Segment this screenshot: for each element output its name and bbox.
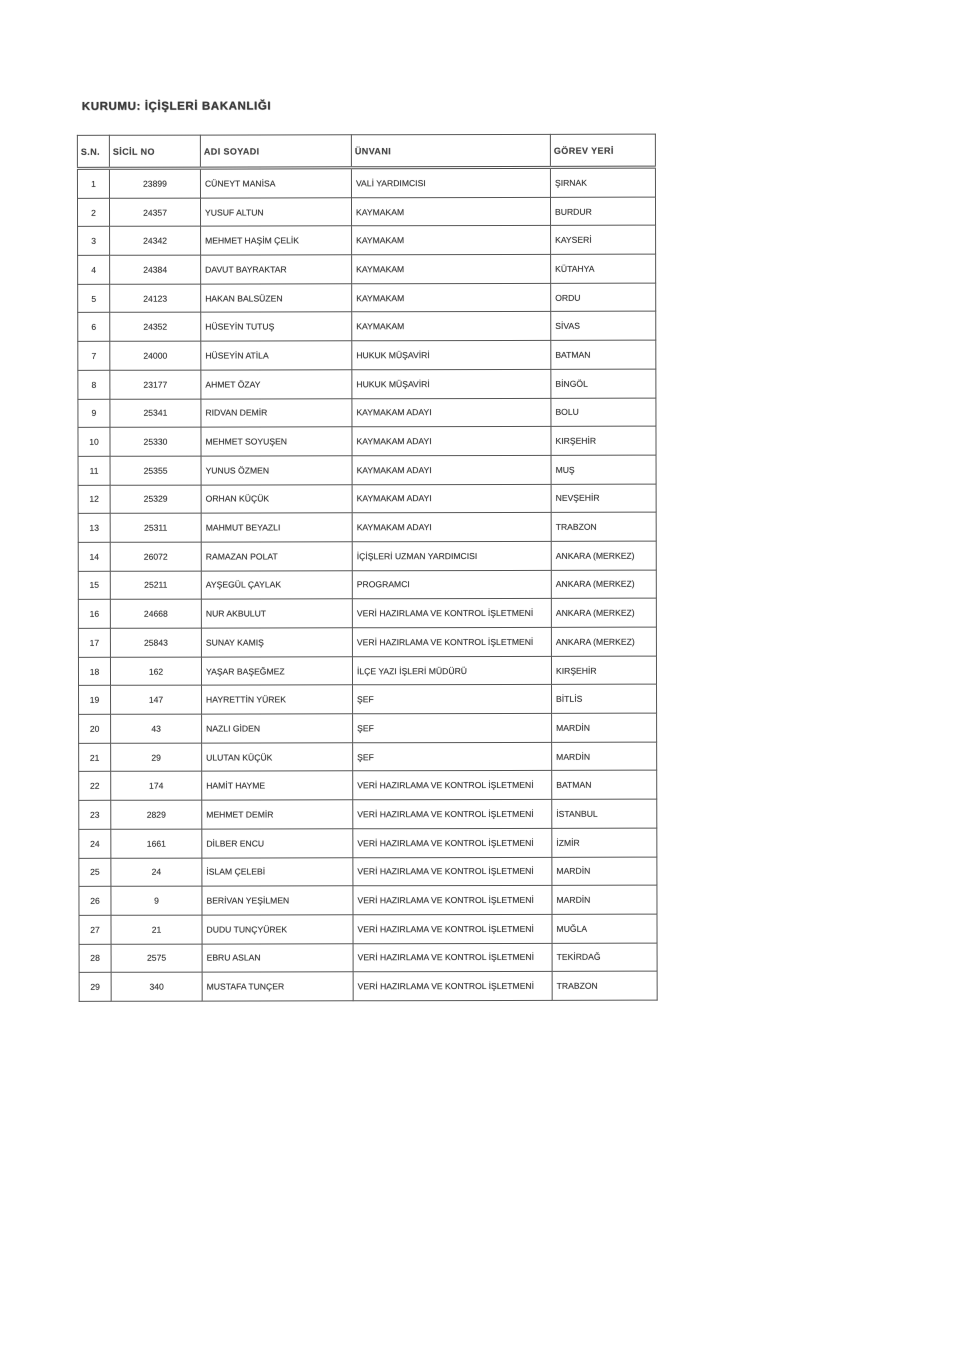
table-cell: KIRŞEHİR: [551, 656, 656, 685]
table-row: [78, 226, 656, 256]
table-cell: SİVAS: [551, 312, 656, 341]
table-cell: NUR AKBULUT: [201, 599, 352, 628]
table-row: [78, 340, 656, 370]
table-cell: BOLU: [551, 398, 656, 427]
table-cell: HAMİT HAYME: [202, 771, 353, 800]
table-cell: İSLAM ÇELEBİ: [202, 857, 353, 886]
table-cell: MARDİN: [552, 885, 657, 914]
table-cell: VERİ HAZIRLAMA VE KONTROL İŞLETMENİ: [353, 886, 552, 915]
table-cell: YAŞAR BAŞEĞMEZ: [201, 656, 352, 685]
table-body: [77, 167, 657, 1001]
table-cell: KAYMAKAM: [352, 254, 551, 283]
table-cell: NEVŞEHİR: [551, 484, 656, 513]
table-row: [78, 398, 656, 428]
table-cell: BATMAN: [551, 340, 656, 369]
table-cell: 3: [78, 227, 110, 256]
table-row: [77, 167, 655, 198]
table-cell: 19: [79, 686, 111, 715]
table-cell: KAYMAKAM: [352, 312, 551, 341]
table-cell: KÜTAHYA: [551, 254, 656, 283]
table-cell: 162: [110, 657, 201, 686]
table-row: [78, 426, 656, 456]
table-cell: AHMET ÖZAY: [201, 370, 352, 399]
table-cell: 4: [78, 255, 110, 284]
table-row: [79, 943, 657, 973]
table-cell: 26072: [110, 542, 201, 571]
table-cell: 18: [78, 657, 110, 686]
table-cell: 25311: [110, 513, 201, 542]
table-cell: İSTANBUL: [552, 799, 657, 828]
table-cell: 29: [111, 743, 202, 772]
table-cell: ULUTAN KÜÇÜK: [202, 743, 353, 772]
table-row: [78, 598, 656, 628]
table-row: [78, 484, 656, 514]
table-cell: HUKUK MÜŞAVİRİ: [352, 369, 551, 398]
table-cell: ŞEF: [353, 713, 552, 742]
table-cell: HAKAN BALSÜZEN: [201, 284, 352, 313]
table-cell: 2829: [111, 800, 202, 829]
table-cell: MAHMUT BEYAZLI: [201, 513, 352, 542]
table-cell: MARDİN: [552, 857, 657, 886]
table-cell: KAYMAKAM ADAYI: [352, 427, 551, 456]
table-row: [79, 799, 657, 829]
table-cell: 13: [78, 514, 110, 543]
table-cell: VERİ HAZIRLAMA VE KONTROL İŞLETMENİ: [352, 599, 551, 628]
table-cell: DUDU TUNÇYÜREK: [202, 915, 353, 944]
table-cell: ANKARA (MERKEZ): [551, 598, 656, 627]
table-cell: 25355: [110, 456, 201, 485]
table-row: [79, 971, 657, 1001]
table-cell: HÜSEYİN ATİLA: [201, 341, 352, 370]
table-cell: HAYRETTİN YÜREK: [202, 685, 353, 714]
table-cell: SUNAY KAMIŞ: [201, 628, 352, 657]
table-cell: KAYMAKAM ADAYI: [352, 455, 551, 484]
table-cell: 24: [111, 858, 202, 887]
table-row: [79, 742, 657, 772]
table-cell: ŞIRNAK: [550, 167, 655, 197]
table-cell: 24342: [110, 226, 201, 255]
table-cell: HÜSEYİN TUTUŞ: [201, 312, 352, 341]
table-row: [79, 885, 657, 915]
table-cell: DİLBER ENCU: [202, 829, 353, 858]
table-cell: 25341: [110, 399, 201, 428]
table-cell: İLÇE YAZI İŞLERİ MÜDÜRÜ: [352, 656, 551, 685]
table-cell: 24000: [110, 341, 201, 370]
table-cell: 2: [77, 198, 109, 227]
table-cell: 174: [111, 772, 202, 801]
table-cell: BİTLİS: [552, 685, 657, 714]
table-cell: KAYMAKAM: [351, 197, 550, 226]
table-cell: VERİ HAZIRLAMA VE KONTROL İŞLETMENİ: [353, 943, 552, 972]
table-row: [78, 369, 656, 399]
table-cell: ANKARA (MERKEZ): [551, 541, 656, 570]
table-cell: İZMİR: [552, 828, 657, 857]
table-row: [78, 512, 656, 542]
table-cell: MUŞ: [551, 455, 656, 484]
document-title: KURUMU: İÇİŞLERİ BAKANLIĞI: [81, 100, 272, 113]
table-cell: BATMAN: [552, 771, 657, 800]
table-cell: KAYSERİ: [551, 226, 656, 255]
table-cell: MARDİN: [552, 742, 657, 771]
table-cell: MEHMET HAŞİM ÇELİK: [201, 226, 352, 255]
table-cell: 6: [78, 313, 110, 342]
table-cell: 24123: [110, 284, 201, 313]
table-cell: 25: [79, 858, 111, 887]
table-cell: 27: [79, 915, 111, 944]
table-cell: BERİVAN YEŞİLMEN: [202, 886, 353, 915]
table-cell: ŞEF: [353, 742, 552, 771]
table-cell: BİNGÖL: [551, 369, 656, 398]
table-cell: CÜNEYT MANİSA: [200, 168, 351, 198]
table-cell: 25330: [110, 427, 201, 456]
table-cell: 24384: [110, 255, 201, 284]
table-cell: VERİ HAZIRLAMA VE KONTROL İŞLETMENİ: [353, 771, 552, 800]
table-cell: RAMAZAN POLAT: [201, 542, 352, 571]
table-cell: 24: [79, 829, 111, 858]
table-cell: MUĞLA: [552, 914, 657, 943]
table-row: [79, 771, 657, 801]
personnel-table: [77, 134, 658, 1002]
table-cell: 23: [79, 800, 111, 829]
table-cell: KAYMAKAM ADAYI: [352, 398, 551, 427]
table-cell: 17: [78, 628, 110, 657]
table-cell: 21: [111, 915, 202, 944]
table-cell: ANKARA (MERKEZ): [551, 570, 656, 599]
table-cell: 10: [78, 427, 110, 456]
table-cell: ANKARA (MERKEZ): [551, 627, 656, 656]
table-cell: KAYMAKAM: [352, 226, 551, 255]
table-cell: 24357: [109, 198, 200, 227]
table-cell: EBRU ASLAN: [202, 943, 353, 972]
table-cell: MUSTAFA TUNÇER: [202, 972, 353, 1001]
table-row: [78, 312, 656, 342]
table-cell: 29: [79, 973, 111, 1002]
table-cell: 12: [78, 485, 110, 514]
table-cell: KAYMAKAM ADAYI: [352, 513, 551, 542]
table-cell: DAVUT BAYRAKTAR: [201, 255, 352, 284]
table-row: [78, 627, 656, 657]
table-row: [78, 570, 656, 600]
table-cell: 21: [79, 743, 111, 772]
table-cell: 340: [111, 972, 202, 1001]
table-cell: MEHMET DEMİR: [202, 800, 353, 829]
table-cell: 147: [111, 685, 202, 714]
table-cell: TEKİRDAĞ: [552, 943, 657, 972]
table-cell: 28: [79, 944, 111, 973]
table-row: [77, 197, 655, 227]
table-cell: 43: [111, 714, 202, 743]
table-cell: KAYMAKAM ADAYI: [352, 484, 551, 513]
table-cell: 2575: [111, 944, 202, 973]
table-cell: MEHMET SOYUŞEN: [201, 427, 352, 456]
table-cell: HUKUK MÜŞAVİRİ: [352, 340, 551, 369]
table-row: [79, 685, 657, 715]
table-cell: 8: [78, 370, 110, 399]
table-row: [79, 914, 657, 944]
table-row: [78, 656, 656, 686]
column-header-gorev-yeri: GÖREV YERİ: [550, 134, 655, 167]
table-cell: 23899: [109, 168, 200, 198]
table-cell: VERİ HAZIRLAMA VE KONTROL İŞLETMENİ: [353, 914, 552, 943]
table-cell: AYŞEGÜL ÇAYLAK: [201, 570, 352, 599]
table-cell: 1661: [111, 829, 202, 858]
table-row: [78, 455, 656, 485]
column-header-sn: S.N.: [77, 135, 109, 168]
table-cell: ORHAN KÜÇÜK: [201, 484, 352, 513]
table-cell: 11: [78, 456, 110, 485]
table-row: [78, 283, 656, 313]
table-cell: 5: [78, 284, 110, 313]
column-header-adi-soyadi: ADI SOYADI: [200, 135, 351, 168]
table-cell: YUSUF ALTUN: [200, 197, 351, 226]
table-row: [79, 828, 657, 858]
table-cell: PROGRAMCI: [352, 570, 551, 599]
table-cell: 9: [78, 399, 110, 428]
table-cell: VALİ YARDIMCISI: [351, 167, 550, 197]
table-cell: 25843: [110, 628, 201, 657]
table-cell: MARDİN: [552, 713, 657, 742]
table-cell: YUNUS ÖZMEN: [201, 456, 352, 485]
table-cell: 24668: [110, 599, 201, 628]
table-cell: ŞEF: [353, 685, 552, 714]
table-cell: VERİ HAZIRLAMA VE KONTROL İŞLETMENİ: [353, 828, 552, 857]
table-cell: KAYMAKAM: [352, 283, 551, 312]
table-cell: 25211: [110, 571, 201, 600]
table-row: [78, 541, 656, 571]
table-header-row: [77, 134, 655, 168]
table-cell: 22: [79, 772, 111, 801]
table-cell: VERİ HAZIRLAMA VE KONTROL İŞLETMENİ: [353, 799, 552, 828]
table-row: [79, 857, 657, 887]
table-cell: 23177: [110, 370, 201, 399]
table-cell: 9: [111, 886, 202, 915]
table-cell: 16: [78, 600, 110, 629]
table-row: [78, 254, 656, 284]
table-cell: RIDVAN DEMİR: [201, 398, 352, 427]
table-cell: 15: [78, 571, 110, 600]
column-header-sicil-no: SİCİL NO: [109, 135, 200, 168]
table-cell: 1: [77, 168, 109, 198]
column-header-unvani: ÜNVANI: [351, 134, 550, 167]
table-cell: TRABZON: [552, 971, 657, 1000]
table-cell: NAZLI GİDEN: [202, 714, 353, 743]
table-cell: 14: [78, 542, 110, 571]
table-row: [79, 713, 657, 743]
table-cell: TRABZON: [551, 512, 656, 541]
table-cell: 24352: [110, 313, 201, 342]
table-cell: KIRŞEHİR: [551, 426, 656, 455]
table-cell: 25329: [110, 485, 201, 514]
table-cell: ORDU: [551, 283, 656, 312]
table-cell: 26: [79, 886, 111, 915]
table-cell: VERİ HAZIRLAMA VE KONTROL İŞLETMENİ: [353, 972, 552, 1001]
table-cell: BURDUR: [550, 197, 655, 226]
table-cell: VERİ HAZIRLAMA VE KONTROL İŞLETMENİ: [352, 627, 551, 656]
table-cell: 7: [78, 341, 110, 370]
table-cell: İÇİŞLERİ UZMAN YARDIMCISI: [352, 541, 551, 570]
table-cell: VERİ HAZIRLAMA VE KONTROL İŞLETMENİ: [353, 857, 552, 886]
table-cell: 20: [79, 714, 111, 743]
